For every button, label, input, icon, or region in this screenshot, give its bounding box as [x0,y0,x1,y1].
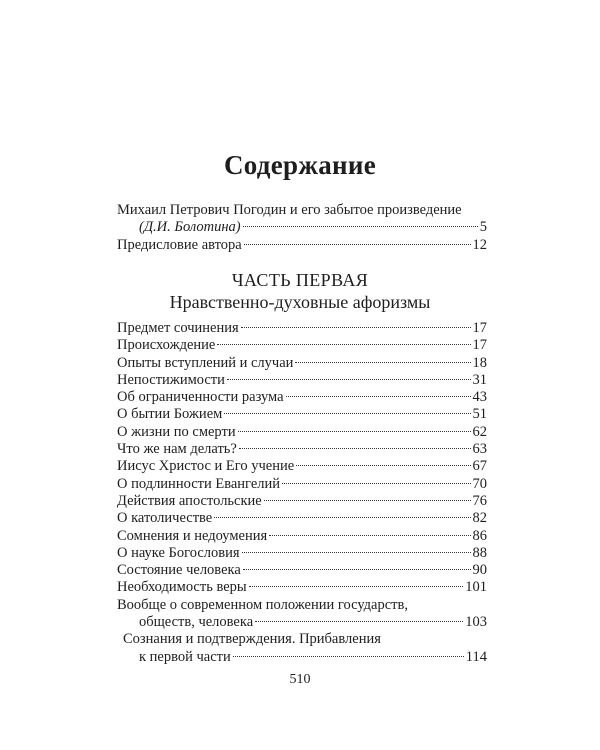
toc-entry [117,510,487,527]
toc-entry-intro-author [117,219,487,236]
toc-page-number: 63 [472,441,487,458]
part-heading: ЧАСТЬ ПЕРВАЯ [231,270,369,290]
leader-dots [255,621,463,622]
toc-entry-label: Вообще о современном положении государств, [117,596,408,613]
toc-entry [117,562,487,579]
toc-entry-label: Что же нам делать? [117,441,237,458]
toc-page-number: 103 [465,614,487,631]
leader-dots [269,535,470,536]
toc-entry-label: Сознания и подтверждения. Прибавления [123,631,381,648]
toc-page-number: 88 [472,544,487,561]
toc-entry-label: О науке Богословия [117,544,240,561]
toc-page-number: 12 [472,236,487,253]
toc-entry [117,476,487,493]
toc-entry [117,579,487,596]
leader-dots [295,362,470,363]
toc-entry-intro-title [117,202,487,219]
leader-dots [217,344,470,345]
toc-entry [117,406,487,423]
toc-entry [117,493,487,510]
toc-entry [117,372,487,389]
toc-entry-label: Непостижимости [117,371,225,388]
leader-dots [238,431,471,432]
leader-dots [244,244,471,245]
toc-entry-preface [117,237,487,254]
toc-entry-label: О католичестве [117,510,213,527]
leader-dots [239,448,471,449]
toc-entry [117,389,487,406]
toc-entry [117,355,487,372]
toc-entry-consciousness-cont [117,649,487,666]
toc-entry-label: Действия апостольские [117,492,262,509]
toc-entry-label: Состояние человека [117,562,241,579]
toc-entry-modern-state [117,597,487,614]
toc-entry-label: Происхождение [117,337,216,354]
part-subtitle: Нравственно-духовные афоризмы [169,292,431,312]
toc-front-matter [117,202,487,254]
toc-entry-label: О подлинности Евангелий [117,475,281,492]
page-number: 510 [289,672,311,687]
toc-page-number: 43 [472,389,487,406]
leader-dots [224,413,470,414]
leader-dots [243,226,478,227]
leader-dots [241,327,471,328]
toc-entry-modern-state-cont [117,614,487,631]
toc-entry-label: Предисловие автора [117,236,242,253]
toc-page-number: 86 [472,527,487,544]
toc-entry-label: обществ, человека [139,614,254,631]
leader-dots [296,465,470,466]
toc-entry-label: Сомнения и недоумения [117,527,268,544]
toc-entry-label: Михаил Петрович Погодин и его забытое произведение [117,202,462,218]
toc-page-number: 76 [472,492,487,509]
toc-entry [117,441,487,458]
toc-page-number: 90 [472,562,487,579]
leader-dots [286,396,471,397]
toc-entry-label: Предмет сочинения [117,320,239,336]
leader-dots [214,517,470,518]
toc-page-number: 82 [472,510,487,527]
toc-page-number: 17 [472,320,487,336]
toc-entry [117,545,487,562]
toc-page-number: 5 [479,219,487,236]
toc-page-number: 114 [465,648,487,665]
toc-entry-label: Опыты вступлений и случаи [117,354,294,371]
toc-entry-label: О жизни по смерти [117,423,236,440]
toc-entry [117,337,487,354]
toc-entry-label: Иисус Христос и Его учение [117,458,295,475]
toc-page-number: 18 [472,354,487,371]
leader-dots [282,483,470,484]
leader-dots [243,569,471,570]
leader-dots [249,586,464,587]
toc-page-number: 17 [472,337,487,354]
toc-entry [117,320,487,337]
toc-entry-label: к первой части [139,648,231,665]
toc-entry [117,528,487,545]
toc-page-number: 31 [472,371,487,388]
toc-page-number: 101 [465,579,487,596]
toc-entry-label: О бытии Божием [117,406,223,423]
toc-page-number: 70 [472,475,487,492]
leader-dots [227,379,471,380]
leader-dots [242,552,471,553]
leader-dots [264,500,471,501]
page-title: Содержание [223,150,377,180]
toc-entry-label: Необходимость веры [117,579,247,596]
toc-entry [117,424,487,441]
toc-page-number: 51 [472,406,487,423]
toc-page-number: 62 [472,423,487,440]
toc-entry-consciousness [117,631,487,648]
toc-entry-label: (Д.И. Болотина) [139,219,241,236]
toc-page-number: 67 [472,458,487,475]
leader-dots [233,656,464,657]
toc-entry [117,458,487,475]
toc-entry-label: Об ограниченности разума [117,389,284,406]
toc-part-one [117,320,487,666]
